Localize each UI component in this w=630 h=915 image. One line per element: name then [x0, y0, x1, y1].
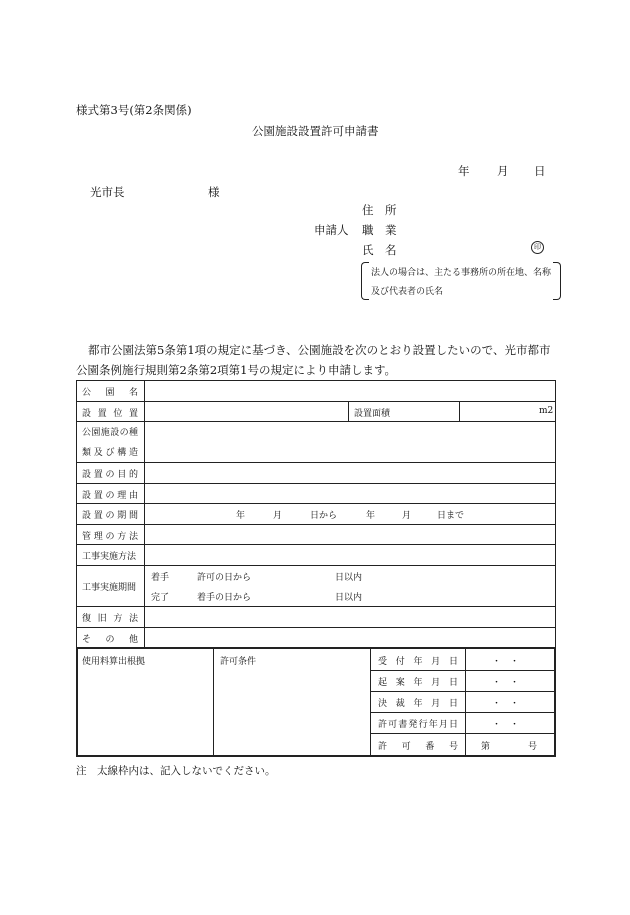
applicant-name-label: 氏 名 [362, 243, 397, 257]
applicant-label: 申請人 [314, 223, 349, 237]
corporate-note-line-2: 及び代表者の氏名 [371, 287, 444, 297]
period-day-until: 日まで [437, 511, 465, 521]
label-facility-type-2: 類及び構造 [82, 448, 138, 458]
applicant-address-label: 住 所 [362, 203, 397, 217]
period-month-2: 月 [402, 511, 412, 521]
corporate-note-line-1: 法人の場合は、主たる事務所の所在地、名称 [371, 268, 552, 278]
label-management: 管理の方法 [82, 532, 138, 542]
application-statement: 都市公園法第5条第1項の規定に基づき、公園施設を次のとおり設置したいので、光市都市公園条例施行規則第2条第2項第1号の規定により申請します。 [76, 343, 551, 377]
start-label: 着手 [151, 573, 170, 583]
period-year-1: 年 [236, 511, 246, 521]
approved-date-value: ・ ・ [492, 699, 520, 709]
applicant-occupation-label: 職 業 [362, 223, 397, 237]
period-month-1: 月 [273, 511, 283, 521]
label-period: 設置の期間 [82, 511, 138, 521]
permit-number-label: 許可番号 [378, 742, 458, 752]
label-construction-method: 工事実施方法 [82, 552, 137, 562]
conditions-label: 許可条件 [220, 657, 257, 667]
received-date-label: 受付年月日 [378, 657, 458, 667]
start-text: 許可の日から [197, 573, 252, 583]
note-bracket-right [553, 262, 561, 300]
start-unit: 日以内 [335, 573, 363, 583]
drafted-date-value: ・ ・ [492, 678, 520, 688]
date-day: 日 [534, 164, 546, 178]
period-year-2: 年 [366, 511, 376, 521]
period-day-from: 日から [310, 511, 338, 521]
footnote: 注 太線枠内は、記入しないでください。 [76, 765, 276, 777]
finish-label: 完了 [151, 593, 170, 603]
permit-number-prefix: 第 [481, 742, 491, 752]
finish-text: 着手の日から [197, 593, 252, 603]
label-purpose: 設置の目的 [82, 470, 138, 480]
issued-date-label: 許可書発行年月日 [378, 720, 458, 730]
issued-date-value: ・ ・ [492, 720, 520, 730]
label-construction-period: 工事実施期間 [82, 583, 137, 593]
note-bracket-left [361, 262, 369, 300]
label-location: 設置位置 [82, 409, 138, 419]
label-park-name: 公園名 [82, 388, 138, 398]
label-area: 設置面積 [354, 409, 391, 419]
form-number: 様式第3号(第2条関係) [76, 103, 192, 117]
permit-number-suffix: 号 [528, 742, 538, 752]
date-month: 月 [497, 164, 509, 178]
area-unit: m2 [539, 406, 554, 416]
label-reason: 設置の理由 [82, 491, 138, 501]
seal-icon: 印 [531, 241, 544, 254]
finish-unit: 日以内 [335, 593, 363, 603]
fee-basis-label: 使用料算出根拠 [82, 657, 146, 667]
label-facility-type-1: 公園施設の種 [82, 428, 138, 438]
date-year: 年 [458, 164, 470, 178]
label-other: その他 [82, 635, 138, 645]
approved-date-label: 決裁年月日 [378, 699, 458, 709]
label-restoration: 復旧方法 [82, 614, 138, 624]
form-title: 公園施設設置許可申請書 [252, 124, 379, 138]
addressee-name: 光市長 [90, 185, 125, 199]
addressee-honorific: 様 [208, 185, 220, 199]
received-date-value: ・ ・ [492, 657, 520, 667]
drafted-date-label: 起案年月日 [378, 678, 458, 688]
